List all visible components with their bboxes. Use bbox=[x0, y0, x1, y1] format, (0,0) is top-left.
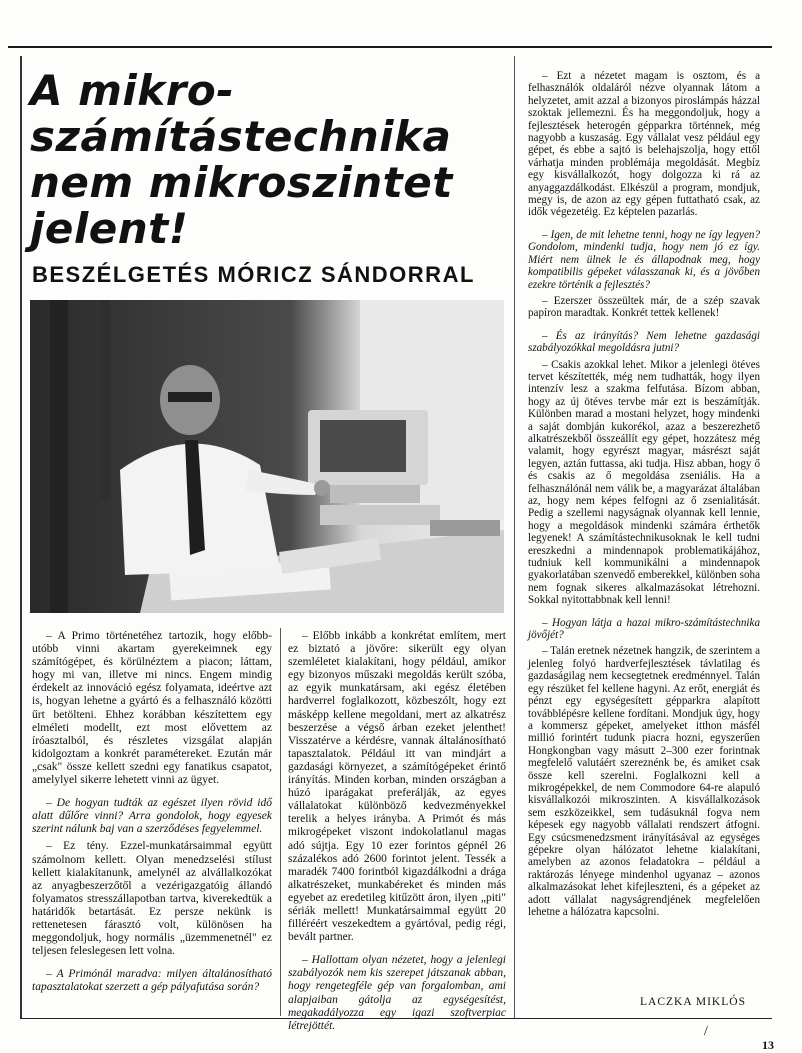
article-headline bbox=[30, 68, 490, 252]
question-paragraph: – De hogyan tudták az egészet ilyen rövid idő alatt dűlőre vinni? Arra gondolok, hogy egyesek szerint nálunk baj van a szerződéses fegyelemmel. bbox=[32, 797, 272, 836]
headline-line: A mikro- bbox=[30, 66, 235, 115]
left-rule bbox=[20, 56, 22, 1018]
author-signature: LACZKA MIKLÓS bbox=[640, 996, 746, 1008]
page-mark: / bbox=[704, 1024, 708, 1039]
headline-line: jelent! bbox=[30, 204, 189, 253]
question-paragraph: – Hallottam olyan nézetet, hogy a jelenlegi szabályozók nem kis szerepet játszanak abban, hogy rengetegféle gép van forgalomban, ami alapjaiban gátolja az egységesítést, megakadályozza egy igazi szoftverpiac létrejöttét. bbox=[288, 954, 506, 1032]
paragraph: – Csakis azokkal lehet. Mikor a jelenlegi ötéves tervet készítették, még nem tudhatták, hogy ilyen intenzív lesz a szakma felfutása. Bízom abban, hogy az új ötéves tervbe már ezt is beszámítják. Különben marad a mostani helyzet, hogy mindenki a saját dombján kukorékol, azaz a beszerezhető alkatrészekből összeállít egy gépet, hozzátesz még valamit, hogy egyrészt magyar, másrészt saját legyen, aztán futtassa, aki tudja. Hisz abban, hogy ő és csakis az ő megoldása zseniális. Ha a felhasználónál nem válik be, a magyarázat általában az, hogy nem képes felfogni az ő zsenialitását. Pedig a szellemi nagyságnak olyannak kell lennie, hogy a megoldások mindenki számára érthetők legyenek! A számítástechnikusoknak le kell tudni ereszkedni a mindennapok problematikájához, tudniuk kell kommunikálni a mindennapok gyakorlatában szenvedő emberekkel, különben soha nem fognak sikeres alkalmazásokat létrehozni. Sokkal nyitottabbnak kell lenni! bbox=[528, 358, 760, 607]
article-subheadline: BESZÉLGETÉS MÓRICZ SÁNDORRAL bbox=[32, 262, 475, 287]
question-paragraph: – A Primónál maradva: milyen általánosítható tapasztalatokat szerzett a gép pályafutása során? bbox=[32, 968, 272, 994]
paragraph: – Ezt a nézetet magam is osztom, és a felhasználók oldaláról nézve olyannak látom a helyzetet, amit azzal a bizonyos piroslámpás házzal szoktak jellemezni. És ha meggondoljuk, hogy a fejlesztések heterogén gépparkra történnek, még nagyobb a kuszaság. Egy vállalat vesz például egy gépet, és ebbe a sajtó is belehajszolja, hogy ettől várhatja minden problémája megoldását. Megbíz egy kisvállalkozót, hogy dolgozza ki rá az anyaggazdálkodást. Elkészül a program, mondjuk, megy is, de azon az egy gépen futtatható csak, az idők végezetéig. Ez képtelen pazarlás. bbox=[528, 70, 760, 219]
column-right bbox=[528, 70, 760, 922]
headline-line: számítástechnika bbox=[30, 112, 452, 161]
column-middle bbox=[288, 630, 506, 1037]
paragraph: – Ez tény. Ezzel-munkatársaimmal együtt számolnom kellett. Olyan menedzselési stílust kellett kialakítanunk, amelynél az alvállalkozókat az anyagbeszerzőtől a vezérigazgatóig állandó folyamatos stresszállapotban tartva, kiverekedtük a határidők betartását. Ez persze nekünk is rettenetesen fárasztó volt, különösen ha meggondoljuk, hogy normális „üzemmenetnél" ez teljesen feleslegesen lett volna. bbox=[32, 840, 272, 958]
question-paragraph: – És az irányítás? Nem lehetne gazdasági szabályozókkal megoldásra jutni? bbox=[528, 329, 760, 355]
interview-photo bbox=[30, 300, 504, 613]
column-left bbox=[32, 630, 272, 998]
paragraph: – A Primo történetéhez tartozik, hogy előbb-utóbb vinni akartam gyerekeimnek egy számítógépet, és körülnéztem a piacon; láttam, hogy mi van, illetve mi nincs. Engem mindig érdekelt az innováció egész folyamata, ideértve azt is, hogyan lehetne a gyártó és a felhasználó közötti űrt betölteni. Ehhez korábban készítettem egy elméleti modellt, ezt most elővettem az íróasztalból, és részletes vizsgálat alapján kidolgoztam a konkrét paramétereket. Ezután már „csak" össze kellett szedni egy fanatikus csapatot, amelylyel sikerre lehetett vinni az ügyet. bbox=[32, 630, 272, 787]
headline-line: nem mikroszintet bbox=[30, 158, 453, 207]
column-divider bbox=[514, 56, 515, 1018]
question-paragraph: – Igen, de mit lehetne tenni, hogy ne így legyen? Gondolom, mindenki tudja, hogy nem jó ez így. Miért nem ülnek le és állapodnak meg, hogy kompatibilis gépeket válasszanak ki, és a jövőben ezekre történik a fejlesztés? bbox=[528, 228, 760, 291]
paragraph: – Előbb inkább a konkrétat említem, mert ez biztató a jövőre: sikerült egy olyan szemléletet kialakítani, hogy például, amikor egy bizonyos műszaki megoldás került szóba, az egyik munkatársam, aki egész életében hardverrel foglalkozott, közbeszólt, hogy ezt másképp kellene megoldani, mert az alkatrész beszerzése a végső árban ezeket jelenthet! Visszatérve a kérdésre, vannak általánosítható tapasztalatok. Például itt van mindjárt a gazdasági környezet, a számítógépeket érintő irányítás. Minden korban, minden országban a húzó iparágakat preferálják, az egyes vállalatokat különböző kedvezményekkel terelik a helyes irányba. A Primót és más mikrogépeket viszont indokolatlanul magas adó sújtja. Egy 10 ezer forintos gépnél 26 százalékos adó 2600 forintot jelent. Tessék a maradék 7400 forintból kigazdálkodni a drága alkatrészeket, munkabéreket és minden más egyebet az eredetileg kitűzött áron, ilyen „piti" sériák mellett! Munkatársaimmal együtt 20 filléréért veszekedtem a gyártóval, pedig régi, bevált partner. bbox=[288, 630, 506, 944]
photo-illustration bbox=[30, 300, 504, 613]
column-divider bbox=[280, 628, 281, 1016]
question-paragraph: – Hogyan látja a hazai mikro-számítástechnika jövőjét? bbox=[528, 616, 760, 642]
top-rule bbox=[8, 46, 772, 48]
paragraph: – Talán eretnek nézetnek hangzik, de szerintem a jelenleg folyó hardverfejlesztések távlatilag és gazdaságilag nem kecsegtetnek eredménnyel. Talán egy részüket fel kellene hagyni. Az erőt, energiát és pénzt egy egységesített gépparkra alapított továbblépésre kellene fordítani. Mondjuk úgy, hogy a kommersz gépeket, amelyeket itthon másfél millió forintért tudunk piacra hozni, egyszerűen Hongkongban vagy másutt 2–300 ezer forintnak megfelelő valutáért szereznénk be, és amiket csak össze kell szerelni. Foglalkozni kell a mikrogépekkel, de nem Commodore 64-re alapuló kisvállalkozói mikroszinten. A kisvállalkozások sem eszközeikkel, sem tudásuknál fogva nem képesek egy nagyobb vállalati rendszert átfogni. Egy csúcsmenedzsment irányításával az egységes gépekre olyan hálózatot lehetne kialakítani, amelyben az azonos feladatokra – például a raktározás lényege mindenhol ugyanaz – azonos alkalmazásokat lehet kifejleszteni, és a gépeket az adott vállalat nagyságrendjének megfelelően lehetne a hálózatra kapcsolni. bbox=[528, 645, 760, 918]
paragraph: – Ezerszer összeültek már, de a szép szavak papíron maradtak. Konkrét tettek kellenek! bbox=[528, 294, 760, 320]
page-number: 13 bbox=[762, 1038, 774, 1052]
